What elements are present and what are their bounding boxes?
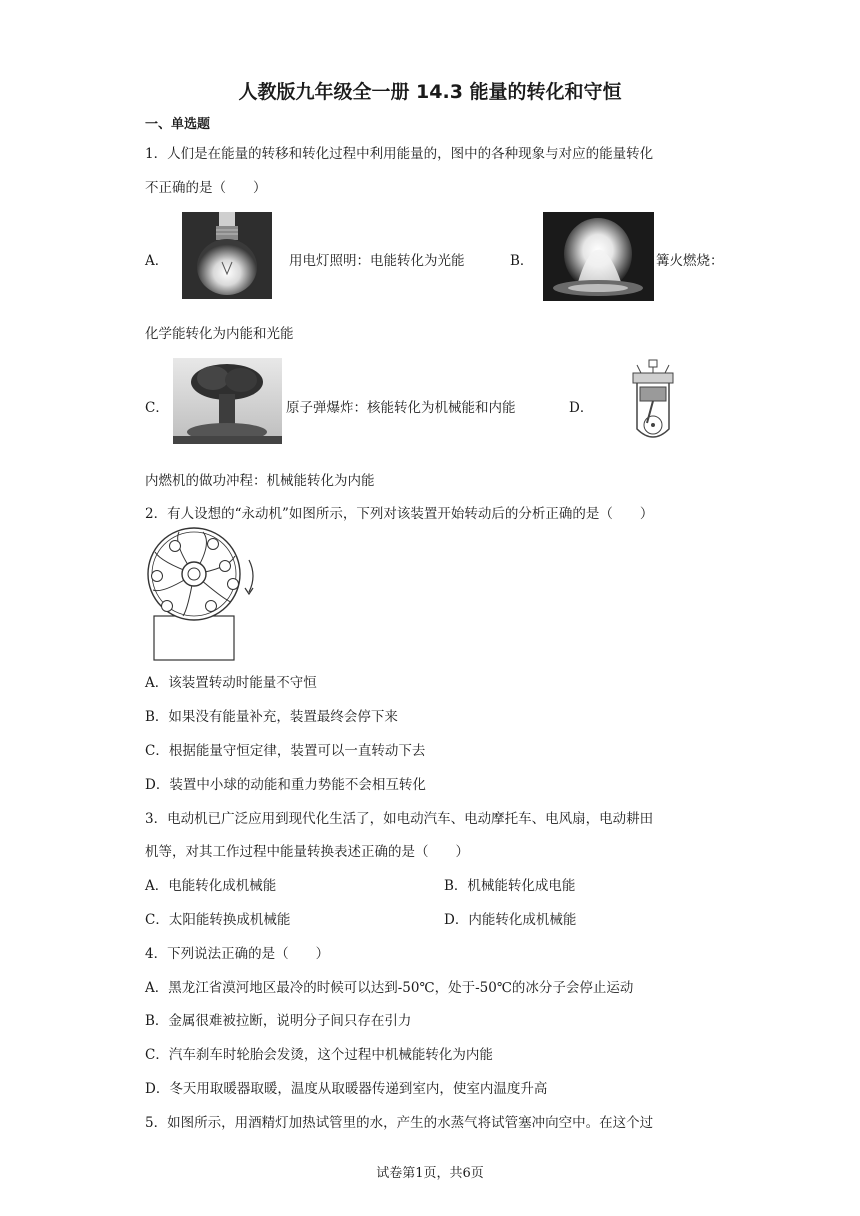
q2-option-a: A．该装置转动时能量不守恒 [145, 675, 317, 691]
perpetual-motion-diagram [143, 524, 273, 664]
q1-stem-line1: 1．人们是在能量的转移和转化过程中利用能量的，图中的各种现象与对应的能量转化 [145, 146, 654, 162]
q1-option-a-label: A． [145, 253, 169, 269]
bonfire-image [543, 212, 654, 301]
q4-option-c: C．汽车刹车时轮胎会发烫，这个过程中机械能转化为内能 [145, 1047, 493, 1063]
page-footer: 试卷第1页，共6页 [376, 1166, 484, 1181]
q3-option-b: B．机械能转化成电能 [444, 878, 576, 894]
q1-option-c-label: C． [145, 400, 169, 416]
section-heading: 一、单选题 [145, 117, 211, 132]
q4-option-d: D．冬天用取暖器取暖，温度从取暖器传递到室内，使室内温度升高 [145, 1081, 548, 1097]
q4-option-a: A．黑龙江省漠河地区最冷的时候可以达到-50℃，处于-50℃的冰分子会停止运动 [145, 980, 634, 996]
q5-stem-line1: 5．如图所示，用酒精灯加热试管里的水，产生的水蒸气将试管塞冲向空中。在这个过 [145, 1115, 654, 1131]
q4-option-b: B．金属很难被拉断，说明分子间只存在引力 [145, 1013, 412, 1029]
q1-option-d-label: D． [569, 400, 594, 416]
q3-stem-line2: 机等，对其工作过程中能量转换表述正确的是（ ） [145, 844, 469, 860]
q3-option-d: D．内能转化成机械能 [444, 912, 577, 928]
engine-diagram-image [629, 359, 677, 445]
q3-option-c: C．太阳能转换成机械能 [145, 912, 291, 928]
q2-option-b: B．如果没有能量补充，装置最终会停下来 [145, 709, 398, 725]
q3-stem-line1: 3．电动机已广泛应用到现代化生活了，如电动汽车、电动摩托车、电风扇，电动耕田 [145, 811, 654, 827]
atomic-explosion-image [173, 358, 282, 444]
q1-option-d-continued: 内燃机的做功冲程：机械能转化为内能 [145, 473, 375, 489]
page-title: 人教版九年级全一册 14.3 能量的转化和守恒 [238, 81, 622, 103]
q1-option-b-continued: 化学能转化为内能和光能 [145, 326, 294, 342]
q2-stem: 2．有人设想的“永动机”如图所示，下列对该装置开始转动后的分析正确的是（ ） [145, 506, 654, 522]
q2-option-d: D．装置中小球的动能和重力势能不会相互转化 [145, 777, 426, 793]
q3-option-a: A．电能转化成机械能 [145, 878, 277, 894]
q4-stem: 4．下列说法正确的是（ ） [145, 946, 330, 962]
q2-option-c: C．根据能量守恒定律，装置可以一直转动下去 [145, 743, 426, 759]
q1-stem-line2: 不正确的是（ ） [145, 180, 267, 196]
q1-option-b-text: 篝火燃烧： [656, 253, 724, 269]
light-bulb-image [182, 212, 272, 299]
q1-option-a-text: 用电灯照明：电能转化为光能 [289, 253, 465, 269]
q1-option-b-label: B． [510, 253, 534, 269]
q1-option-c-text: 原子弹爆炸：核能转化为机械能和内能 [286, 400, 516, 416]
